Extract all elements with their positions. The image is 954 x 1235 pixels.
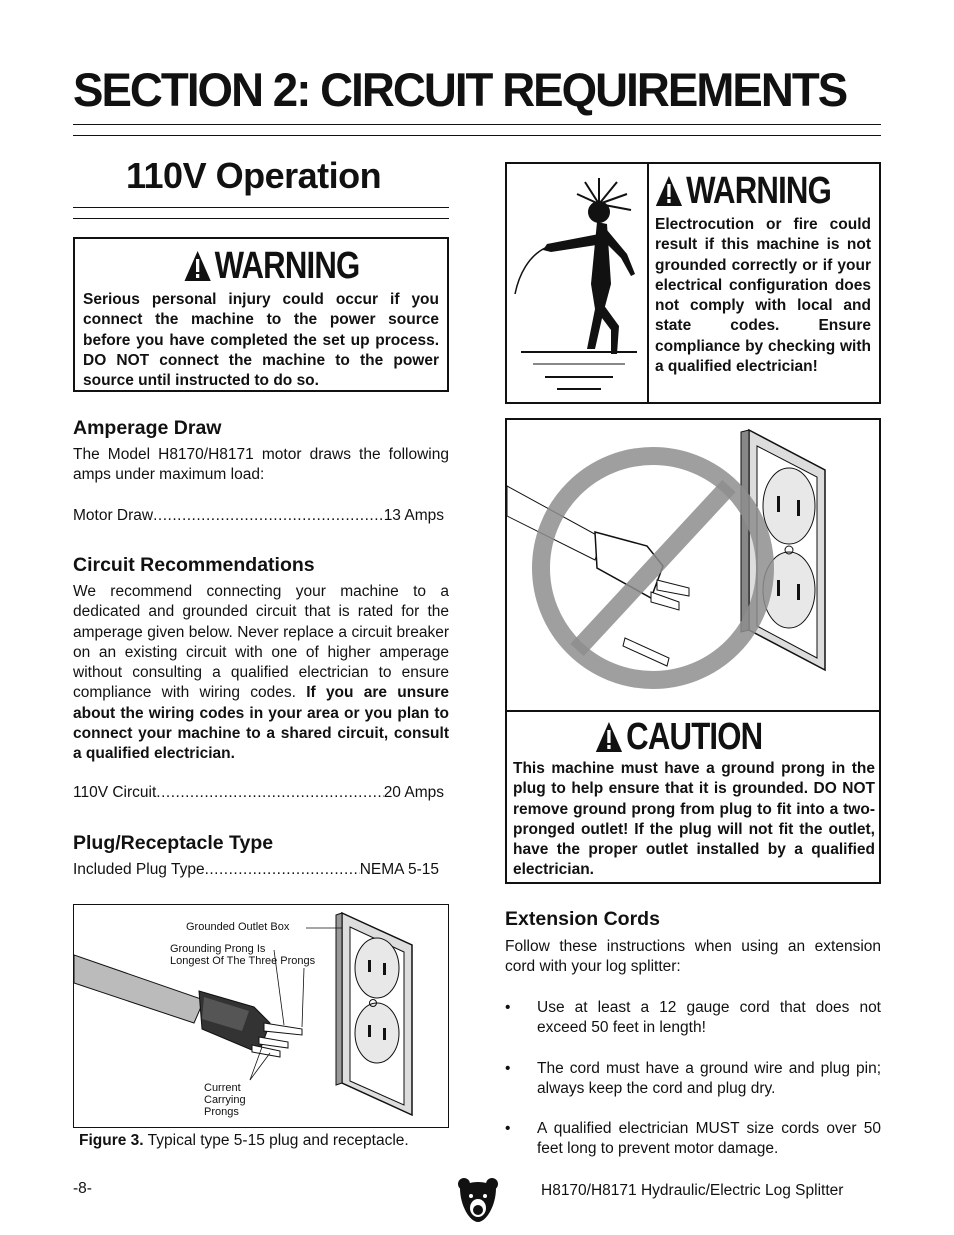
list-item: • The cord must have a ground wire and plug pin; always keep the cord and plug dry. — [505, 1059, 881, 1097]
footer-model: H8170/H8171 Hydraulic/Electric Log Splitter — [541, 1182, 844, 1199]
amperage-heading: Amperage Draw — [73, 417, 222, 439]
extension-bullets — [505, 998, 881, 1160]
warning-content — [655, 170, 871, 377]
figure-caption: Figure 3. Typical type 5-15 plug and receptacle. — [79, 1132, 409, 1149]
motor-draw-spec: Motor Draw ..... 13 Amps — [73, 507, 444, 525]
figure-plug-receptacle — [73, 904, 449, 1128]
extension-text: Follow these instructions when using an extension cord with your log splitter: — [505, 938, 881, 976]
bear-logo-icon — [456, 1176, 500, 1224]
circuit-text: We recommend connecting your machine to a dedicated and grounded circuit that is rated for the amperage given below. Never replace a circuit breaker on an existing circuit with one of higher amperage without consulting a qualified electrician to ensure compliance with wiring codes. If you are unsure about the wiring codes in your area or you plan to connect your machine to a shared circuit, consult a qualified electrician. — [73, 583, 449, 763]
caution-text: This machine must have a ground prong in the plug to help ensure that it is grounded. DO NOT remove ground prong from plug to fit into a two-pronged outlet! If the plug will not fit the outlet, have the proper outlet installed by a qualified electrician. — [513, 760, 875, 879]
caution-triangle-icon — [595, 721, 623, 753]
plug-spec: Included Plug Type ..... NEMA 5-15 — [73, 861, 439, 879]
warning-heading-2: WARNING — [655, 170, 832, 212]
section-title: SECTION 2: CIRCUIT REQUIREMENTS — [73, 63, 847, 116]
subsection-rule-top — [73, 207, 449, 208]
caution-heading: CAUTION — [595, 716, 825, 758]
subsection-rule-bottom — [73, 218, 449, 219]
warning-triangle-icon — [183, 250, 211, 282]
warning-box-grounding — [505, 162, 881, 404]
label-current-3: Prongs — [204, 1106, 239, 1118]
warning-text-2: Electrocution or fire could result if this machine is not grounded correctly or if your electrical configuration does not comply with local and state codes. Ensure compliance by checking with a qualified electrician! — [655, 216, 871, 376]
circuit-spec: 110V Circuit ..... 20 Amps — [73, 784, 444, 802]
list-item: • A qualified electrician MUST size cords over 50 feet long to prevent motor damage. — [505, 1120, 881, 1158]
extension-heading: Extension Cords — [505, 908, 660, 930]
list-item: • Use at least a 12 gauge cord that does not exceed 50 feet in length! — [505, 999, 881, 1037]
warning-heading: WARNING — [155, 245, 388, 287]
title-rule-bottom — [73, 135, 881, 136]
label-grounding-prong-2: Longest Of The Three Prongs — [170, 955, 316, 967]
page-number: -8- — [73, 1180, 92, 1197]
electrocution-icon — [507, 164, 647, 402]
label-grounding-prong-1: Grounding Prong Is — [170, 943, 266, 955]
electrocution-image-panel — [507, 164, 649, 402]
label-outlet-box: Grounded Outlet Box — [186, 921, 290, 933]
label-current-2: Carrying — [204, 1094, 246, 1106]
warning-text: Serious personal injury could occur if you connect the machine to the power source before you have completed the set up process. DO NOT connect the machine to the power source until instructed to do so. — [83, 291, 439, 390]
title-rule-top — [73, 124, 881, 125]
warning-triangle-icon — [655, 175, 683, 207]
warning-box-setup — [73, 237, 449, 392]
subsection-title: 110V Operation — [126, 155, 382, 196]
prohibited-plug-illustration — [507, 420, 879, 712]
plug-receptacle-illustration — [74, 905, 448, 1127]
circuit-heading: Circuit Recommendations — [73, 554, 315, 576]
caution-content — [513, 716, 875, 881]
amperage-text: The Model H8170/H8171 motor draws the following amps under maximum load: — [73, 446, 449, 484]
caution-box — [505, 418, 881, 884]
plug-heading: Plug/Receptacle Type — [73, 832, 274, 854]
label-current-1: Current — [204, 1082, 241, 1094]
no-ground-removal-icon — [507, 420, 879, 710]
